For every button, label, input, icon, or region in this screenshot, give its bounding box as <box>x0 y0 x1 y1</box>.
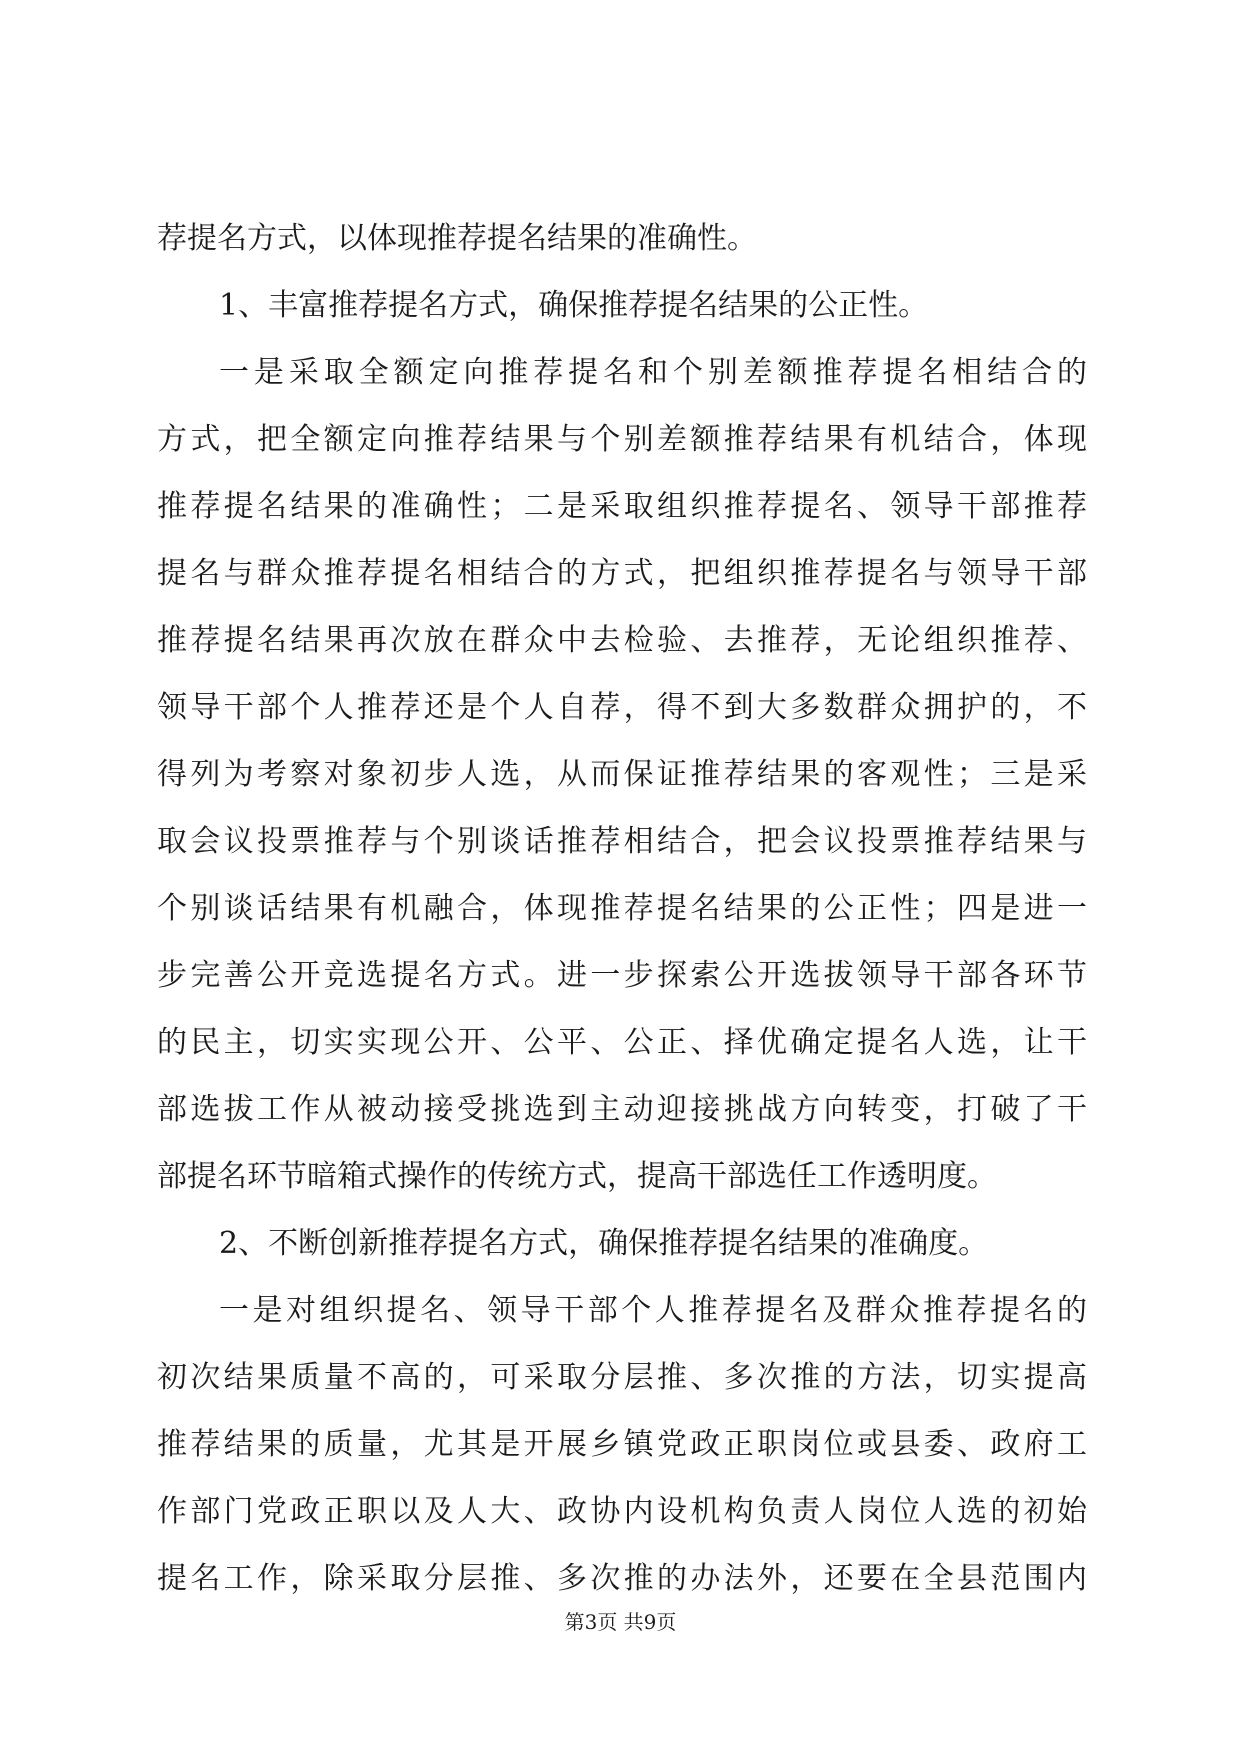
text-line: 一是对组织提名、领导干部个人推荐提名及群众推荐提名的 <box>219 1293 1087 1328</box>
text-line: 作部门党政正职以及人大、政协内设机构负责人岗位人选的初始 <box>157 1494 1087 1529</box>
heading-2: 2、不断创新推荐提名方式，确保推荐提名结果的准确度。 <box>219 1226 989 1261</box>
text-line: 推荐提名结果再次放在群众中去检验、去推荐，无论组织推荐、 <box>157 623 1087 658</box>
text-line: 得列为考察对象初步人选，从而保证推荐结果的客观性；三是采 <box>157 757 1087 792</box>
heading-1: 1、丰富推荐提名方式，确保推荐提名结果的公正性。 <box>219 288 929 323</box>
text-line: 提名与群众推荐提名相结合的方式，把组织推荐提名与领导干部 <box>157 556 1087 591</box>
text-line: 个别谈话结果有机融合，体现推荐提名结果的公正性；四是进一 <box>157 891 1087 926</box>
text-line: 推荐提名结果的准确性；二是采取组织推荐提名、领导干部推荐 <box>157 489 1087 524</box>
text-line: 取会议投票推荐与个别谈话推荐相结合，把会议投票推荐结果与 <box>157 824 1087 859</box>
text-line: 领导干部个人推荐还是个人自荐，得不到大多数群众拥护的，不 <box>157 690 1087 725</box>
text-line: 步完善公开竞选提名方式。进一步探索公开选拔领导干部各环节 <box>157 958 1087 993</box>
text-line: 部提名环节暗箱式操作的传统方式，提高干部选任工作透明度。 <box>157 1159 997 1194</box>
text-line: 初次结果质量不高的，可采取分层推、多次推的方法，切实提高 <box>157 1360 1087 1395</box>
body-text <box>157 205 1087 1612</box>
text-line: 的民主，切实实现公开、公平、公正、择优确定提名人选，让干 <box>157 1025 1087 1060</box>
text-line: 一是采取全额定向推荐提名和个别差额推荐提名相结合的 <box>219 355 1087 390</box>
text-line: 提名工作，除采取分层推、多次推的办法外，还要在全县范围内 <box>157 1561 1087 1596</box>
text-line: 推荐结果的质量，尤其是开展乡镇党政正职岗位或县委、政府工 <box>157 1427 1087 1462</box>
page-footer: 第3页 共9页 <box>564 1610 677 1634</box>
text-line: 部选拔工作从被动接受挑选到主动迎接挑战方向转变，打破了干 <box>157 1092 1087 1127</box>
text-line: 方式，把全额定向推荐结果与个别差额推荐结果有机结合，体现 <box>157 422 1087 457</box>
text-line: 荐提名方式，以体现推荐提名结果的准确性。 <box>157 221 757 256</box>
